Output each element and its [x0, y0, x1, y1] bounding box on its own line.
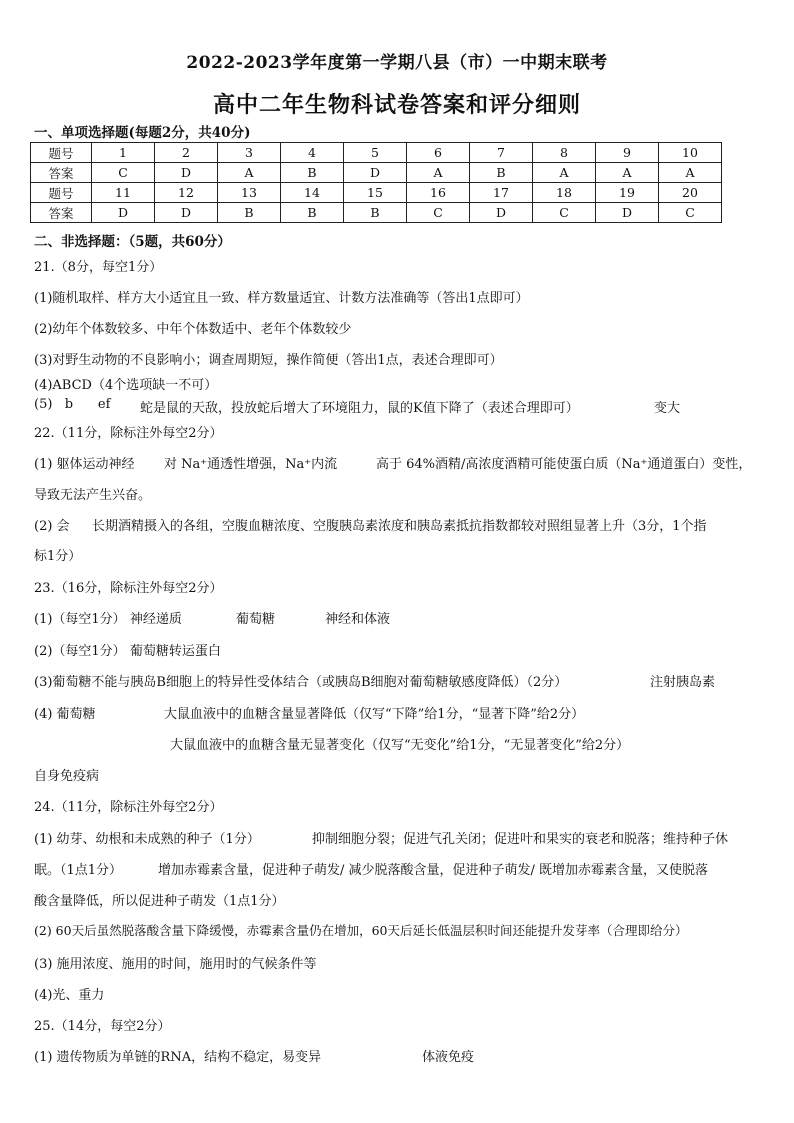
- answer-cell: D: [344, 163, 407, 183]
- q24-answer-2b: 增加赤霉素含量，促进种子萌发/ 减少脱落酸含量，促进种子萌发/ 既增加赤霉素含量，又使脱落: [158, 863, 709, 878]
- question-number: 4: [281, 143, 344, 163]
- row-label: 答案: [31, 163, 92, 183]
- q22-answer-1c: 高于 64%酒精/高浓度酒精可能使蛋白质（Na⁺通道蛋白）变性，: [376, 457, 752, 472]
- answer-cell: C: [533, 203, 596, 223]
- q25-title: 25.（14分，每空2分）: [34, 1019, 171, 1034]
- question-number: 10: [659, 143, 722, 163]
- q22-answer-1b: 对 Na⁺通透性增强，Na⁺内流: [164, 457, 338, 472]
- answer-cell: D: [596, 203, 659, 223]
- answer-cell: A: [407, 163, 470, 183]
- q24-answer-5: (3) 施用浓度、施用的时间，施用时的气候条件等: [34, 957, 317, 972]
- question-number: 15: [344, 183, 407, 203]
- question-number: 11: [92, 183, 155, 203]
- answer-cell: D: [92, 203, 155, 223]
- q23-title: 23.（16分，除标注外每空2分）: [34, 581, 223, 596]
- question-number: 9: [596, 143, 659, 163]
- q21-answer-5b: 蛇是鼠的天敌，投放蛇后增大了环境阻力，鼠的K值下降了（表述合理即可）: [140, 401, 579, 416]
- answer-cell: B: [281, 203, 344, 223]
- answer-cell: D: [155, 163, 218, 183]
- question-number: 13: [218, 183, 281, 203]
- table-row: [31, 183, 722, 203]
- q23-answer-3b: 注射胰岛素: [650, 675, 716, 690]
- q22-answer-1a: (1) 躯体运动神经: [34, 457, 135, 472]
- q22-answer-3a: (2) 会: [34, 519, 70, 534]
- q21-title: 21.（8分，每空1分）: [34, 260, 163, 275]
- q24-answer-1b: 抑制细胞分裂；促进气孔关闭；促进叶和果实的衰老和脱落；维持种子休: [312, 832, 729, 847]
- question-number: 19: [596, 183, 659, 203]
- question-number: 7: [470, 143, 533, 163]
- question-number: 12: [155, 183, 218, 203]
- q23-answer-1c: 神经和体液: [325, 612, 391, 627]
- q24-answer-4: (2) 60天后虽然脱落酸含量下降缓慢，赤霉素含量仍在增加，60天后延长低温层积时间还能提升发芽率（合理即给分）: [34, 923, 688, 938]
- table-row: [31, 143, 722, 163]
- q21-answer-1: (1)随机取样、样方大小适宜且一致、样方数量适宜、计数方法准确等（答出1点即可）: [34, 291, 529, 306]
- q22-answer-3b: 长期酒精摄入的各组，空腹血糖浓度、空腹胰岛素浓度和胰岛素抵抗指数都较对照组显著上升（3分，1个指: [92, 519, 707, 534]
- q24-answer-1a: (1) 幼芽、幼根和未成熟的种子（1分）: [34, 832, 260, 847]
- q23-answer-5: 大鼠血液中的血糖含量无显著变化（仅写“无变化”给1分，“无显著变化”给2分）: [170, 738, 630, 753]
- q23-answer-6: 自身免疫病: [34, 769, 100, 784]
- answer-cell: C: [92, 163, 155, 183]
- q24-answer-3: 酸含量降低，所以促进种子萌发（1点1分）: [34, 894, 285, 909]
- answer-cell: D: [470, 203, 533, 223]
- table-row: [31, 163, 722, 183]
- q22-answer-4: 标1分）: [34, 549, 82, 564]
- q23-answer-2: (2)（每空1分） 葡萄糖转运蛋白: [34, 644, 221, 659]
- q24-answer-6: (4)光、重力: [34, 988, 105, 1003]
- question-number: 3: [218, 143, 281, 163]
- answer-cell: A: [533, 163, 596, 183]
- question-number: 8: [533, 143, 596, 163]
- answer-cell: C: [659, 203, 722, 223]
- answer-cell: C: [407, 203, 470, 223]
- q23-answer-4a: (4) 葡萄糖: [34, 707, 96, 722]
- row-label: 答案: [31, 203, 92, 223]
- answer-cell: B: [218, 203, 281, 223]
- answer-cell: A: [596, 163, 659, 183]
- row-label: 题号: [31, 183, 92, 203]
- question-number: 5: [344, 143, 407, 163]
- question-number: 16: [407, 183, 470, 203]
- q21-answer-3: (3)对野生动物的不良影响小；调查周期短，操作简便（答出1点，表述合理即可）: [34, 353, 503, 368]
- table-row: [31, 203, 722, 223]
- answer-cell: B: [344, 203, 407, 223]
- q21-answer-4: (4)ABCD（4个选项缺一不可）: [34, 378, 218, 393]
- answer-table: [30, 142, 722, 223]
- q21-answer-5c: 变大: [654, 401, 681, 416]
- section2-heading: 二、非选择题：（5题，共60分）: [34, 234, 231, 250]
- question-number: 1: [92, 143, 155, 163]
- document-subtitle: 高中二年生物科试卷答案和评分细则: [212, 92, 581, 118]
- answer-cell: D: [155, 203, 218, 223]
- question-number: 14: [281, 183, 344, 203]
- question-number: 20: [659, 183, 722, 203]
- q23-answer-4b: 大鼠血液中的血糖含量显著降低（仅写“下降”给1分，“显著下降”给2分）: [164, 707, 585, 722]
- question-number: 6: [407, 143, 470, 163]
- q21-answer-5a: (5) b ef: [34, 397, 111, 412]
- q23-answer-1b: 葡萄糖: [236, 612, 276, 627]
- question-number: 2: [155, 143, 218, 163]
- answer-cell: A: [659, 163, 722, 183]
- q24-answer-2a: 眠。（1点1分）: [34, 863, 123, 878]
- answer-cell: B: [281, 163, 344, 183]
- row-label: 题号: [31, 143, 92, 163]
- q21-answer-2: (2)幼年个体数较多、中年个体数适中、老年个体数较少: [34, 322, 352, 337]
- q22-title: 22.（11分，除标注外每空2分）: [34, 426, 223, 441]
- q25-answer-1a: (1) 遗传物质为单链的RNA，结构不稳定，易变异: [34, 1050, 322, 1065]
- question-number: 17: [470, 183, 533, 203]
- q24-title: 24.（11分，除标注外每空2分）: [34, 800, 223, 815]
- document-title: 2022-2023学年度第一学期八县（市）一中期末联考: [186, 53, 608, 73]
- q23-answer-3a: (3)葡萄糖不能与胰岛B细胞上的特异性受体结合（或胰岛B细胞对葡萄糖敏感度降低）（2分）: [34, 675, 568, 690]
- q23-answer-1a: (1)（每空1分） 神经递质: [34, 612, 182, 627]
- q22-answer-2: 导致无法产生兴奋。: [34, 488, 152, 503]
- answer-cell: B: [470, 163, 533, 183]
- q25-answer-1b: 体液免疫: [422, 1050, 475, 1065]
- section1-heading: 一、单项选择题(每题2分，共40分): [34, 125, 251, 141]
- question-number: 18: [533, 183, 596, 203]
- answer-cell: A: [218, 163, 281, 183]
